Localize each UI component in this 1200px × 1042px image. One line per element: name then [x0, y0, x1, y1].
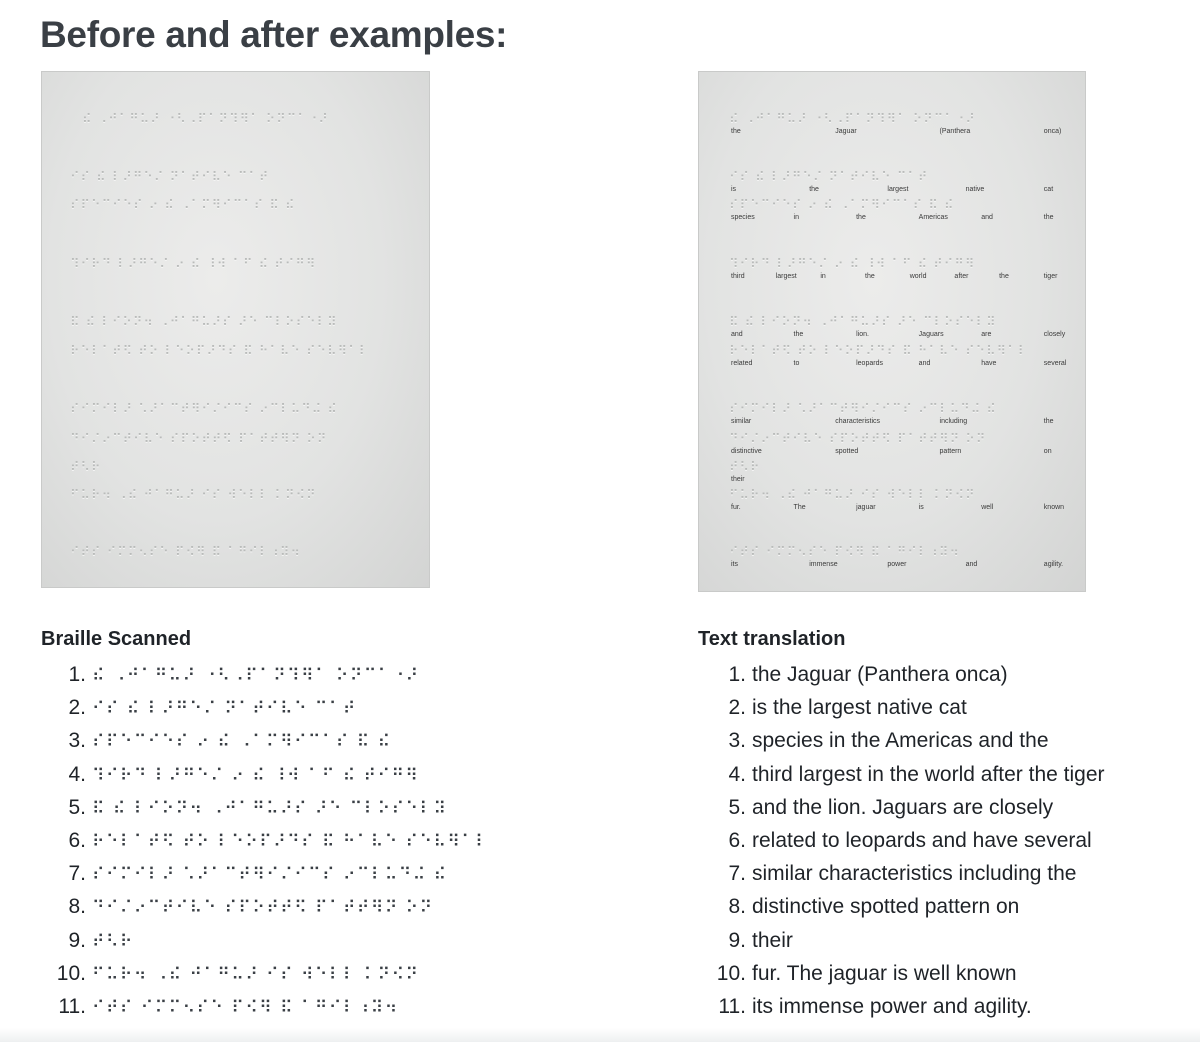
- list-text: fur. The jaguar is well known: [752, 961, 1017, 985]
- word-label: (Panthera: [939, 128, 971, 135]
- word-label: tiger: [1043, 273, 1058, 280]
- word-label: Americas: [918, 214, 948, 221]
- braille-list-item: [68, 658, 489, 691]
- word-label: the: [731, 128, 741, 135]
- list-number: 7.: [68, 862, 86, 886]
- list-text: distinctive spotted pattern on: [752, 895, 1020, 919]
- list-text: ⠮ ⠠⠚⠁⠛⠥⠜ ⠐⠣⠠⠏⠁⠝⠹⠻⠁ ⠕⠝⠉⠁⠐⠜: [92, 666, 420, 686]
- list-text: third largest in the world after the tiger: [752, 762, 1105, 786]
- braille-list-item: [68, 724, 489, 757]
- translation-list-item: [728, 924, 1105, 957]
- word-label: largest: [775, 273, 797, 280]
- braille-list-item: [68, 758, 489, 791]
- list-number: 6.: [728, 828, 746, 852]
- list-text: species in the Americas and the: [752, 729, 1049, 753]
- braille-list-item: [58, 990, 489, 1023]
- annotated-braille-line: ⠯ ⠮ ⠇⠊⠕⠝⠲ ⠠⠚⠁⠛⠥⠜⠎ ⠜⠑ ⠉⠇⠕⠎⠑⠇⠽: [729, 315, 997, 330]
- list-number: 3.: [728, 729, 746, 753]
- list-text: ⠋⠥⠗⠲ ⠠⠮ ⠚⠁⠛⠥⠜ ⠊⠎ ⠺⠑⠇⠇ ⠅⠝⠪⠝: [92, 964, 420, 985]
- list-text: related to leopards and have several: [752, 828, 1092, 852]
- braille-list-item: [68, 691, 489, 724]
- list-number: 6.: [68, 828, 86, 852]
- word-label: known: [1043, 504, 1065, 511]
- word-label: fur.: [731, 504, 741, 511]
- word-label: is: [731, 186, 737, 193]
- word-label: the: [809, 186, 819, 193]
- word-label: characteristics: [835, 418, 880, 425]
- word-label: including: [939, 418, 968, 425]
- word-label: largest: [887, 186, 909, 193]
- list-number: 5.: [68, 795, 86, 819]
- list-number: 2.: [728, 696, 746, 720]
- photo-braille-line: ⠋⠥⠗⠲ ⠠⠮ ⠚⠁⠛⠥⠜ ⠊⠎ ⠺⠑⠇⠇ ⠅⠝⠪⠝: [70, 488, 317, 503]
- photo-braille-line: ⠹⠊⠗⠙ ⠇⠜⠛⠑⠌ ⠔ ⠮ ⠸⠺ ⠁⠋ ⠮ ⠞⠊⠛⠻: [70, 257, 317, 272]
- word-label: spotted: [835, 448, 859, 455]
- word-label: have: [981, 360, 997, 367]
- word-label: closely: [1043, 331, 1066, 338]
- photo-braille-line: ⠊⠞⠎ ⠊⠍⠍⠢⠎⠑ ⠏⠪⠻ ⠯ ⠁⠛⠊⠇⠰⠽⠲: [70, 545, 301, 560]
- braille-list-item: [68, 924, 489, 957]
- list-number: 8.: [728, 895, 746, 919]
- list-number: 4.: [68, 762, 86, 786]
- annotated-braille-line: ⠋⠥⠗⠲ ⠠⠮ ⠚⠁⠛⠥⠜ ⠊⠎ ⠺⠑⠇⠇ ⠅⠝⠪⠝: [729, 488, 976, 503]
- braille-list-item: [68, 857, 489, 890]
- word-label: several: [1043, 360, 1067, 367]
- word-label: their: [731, 476, 745, 483]
- translation-list-item: [728, 758, 1105, 791]
- list-number: 1.: [68, 663, 86, 686]
- annotated-braille-line: ⠞⠣⠗: [729, 460, 761, 475]
- list-text: ⠹⠊⠗⠙ ⠇⠜⠛⠑⠌ ⠔ ⠮ ⠸⠺ ⠁⠋ ⠮ ⠞⠊⠛⠻: [92, 765, 420, 786]
- translation-list-item: [728, 890, 1105, 923]
- translation-lines-list: [716, 658, 1105, 1023]
- list-number: 7.: [728, 862, 746, 886]
- list-number: 1.: [728, 663, 746, 686]
- text-translation-title: Text translation: [698, 628, 846, 650]
- translation-list-item: [728, 791, 1105, 824]
- word-label: in: [793, 214, 799, 221]
- list-text: similar characteristics including the: [752, 862, 1077, 886]
- word-label: onca): [1043, 128, 1062, 135]
- word-label: and: [731, 331, 743, 338]
- braille-scan-photo: [41, 71, 430, 588]
- list-text: their: [752, 928, 793, 952]
- list-text: is the largest native cat: [752, 696, 967, 720]
- word-label: world: [909, 273, 927, 280]
- list-number: 2.: [68, 696, 86, 720]
- word-label: jaguar: [856, 504, 876, 511]
- word-label: on: [1043, 448, 1052, 455]
- word-label: the: [856, 214, 866, 221]
- translation-list-item: [728, 691, 1105, 724]
- braille-list-item: [68, 824, 490, 857]
- translation-list-item: [716, 957, 1105, 990]
- list-number: 4.: [728, 762, 746, 786]
- list-number: 11.: [58, 994, 86, 1018]
- word-label: the: [1043, 214, 1054, 221]
- braille-list-item: [56, 957, 489, 990]
- word-label: Jaguar: [835, 128, 857, 135]
- list-text: ⠗⠑⠇⠁⠞⠫ ⠞⠕ ⠇⠑⠕⠏⠜⠙⠎ ⠯ ⠓⠁⠧⠑ ⠎⠑⠧⠻⠁⠇: [92, 831, 490, 852]
- photo-braille-line: ⠞⠣⠗: [70, 460, 102, 475]
- word-label: its: [731, 561, 738, 568]
- translation-list-item: [718, 990, 1105, 1023]
- list-number: 3.: [68, 729, 86, 753]
- list-text: its immense power and agility.: [752, 994, 1032, 1018]
- translation-list-item: [728, 658, 1105, 691]
- word-label: after: [954, 273, 969, 280]
- word-label: the: [793, 331, 804, 338]
- word-label: pattern: [939, 448, 962, 455]
- word-label: immense: [809, 561, 838, 568]
- word-label: The: [793, 504, 806, 511]
- annotated-braille-line: ⠎⠊⠍⠊⠇⠜ ⠡⠜⠁⠉⠞⠻⠊⠌⠊⠉⠎ ⠔⠉⠇⠥⠙⠬ ⠮: [729, 402, 997, 417]
- list-number: 11.: [718, 994, 746, 1018]
- bottom-shade: [0, 1028, 1200, 1042]
- word-label: are: [981, 331, 992, 338]
- word-label: related: [731, 360, 753, 367]
- braille-lines-list: [56, 658, 490, 1023]
- word-label: well: [981, 504, 994, 511]
- list-number: 10.: [56, 961, 86, 985]
- list-text: ⠊⠎ ⠮ ⠇⠜⠛⠑⠌ ⠝⠁⠞⠊⠧⠑ ⠉⠁⠞: [92, 699, 357, 720]
- annotated-braille-photo: [698, 71, 1086, 592]
- translation-list-item: [728, 824, 1105, 857]
- list-number: 9.: [68, 928, 86, 952]
- list-number: 10.: [716, 961, 746, 985]
- translation-list-item: [728, 724, 1105, 757]
- photo-braille-line: ⠊⠎ ⠮ ⠇⠜⠛⠑⠌ ⠝⠁⠞⠊⠧⠑ ⠉⠁⠞: [70, 170, 270, 185]
- braille-scanned-title: Braille Scanned: [41, 628, 192, 650]
- annotated-braille-line: ⠊⠞⠎ ⠊⠍⠍⠢⠎⠑ ⠏⠪⠻ ⠯ ⠁⠛⠊⠇⠰⠽⠲: [729, 545, 960, 560]
- word-label: in: [820, 273, 826, 280]
- word-label: lion.: [856, 331, 869, 338]
- list-number: 9.: [728, 928, 746, 952]
- word-label: the: [865, 273, 875, 280]
- word-label: is: [918, 504, 924, 511]
- translation-list-item: [728, 857, 1105, 890]
- word-label: and: [918, 360, 931, 367]
- annotated-braille-line: ⠙⠊⠌⠔⠉⠞⠊⠧⠑ ⠎⠏⠕⠞⠞⠫ ⠏⠁⠞⠞⠻⠝ ⠕⠝: [729, 432, 987, 447]
- page-heading: Before and after examples:: [40, 14, 508, 55]
- word-label: and: [981, 214, 993, 221]
- photo-braille-line: ⠎⠏⠑⠉⠊⠑⠎ ⠔ ⠮ ⠠⠁⠍⠻⠊⠉⠁⠎ ⠯ ⠮: [70, 198, 296, 213]
- word-label: third: [731, 273, 745, 280]
- word-label: similar: [731, 418, 752, 425]
- list-text: ⠊⠞⠎ ⠊⠍⠍⠢⠎⠑ ⠏⠪⠻ ⠯ ⠁⠛⠊⠇⠰⠽⠲: [92, 997, 399, 1018]
- word-label: the: [999, 273, 1009, 280]
- word-label: leopards: [856, 360, 883, 367]
- annotated-braille-line: ⠊⠎ ⠮ ⠇⠜⠛⠑⠌ ⠝⠁⠞⠊⠧⠑ ⠉⠁⠞: [729, 170, 929, 185]
- braille-list-item: [68, 791, 489, 824]
- braille-list-item: [68, 890, 489, 923]
- word-label: power: [887, 561, 907, 568]
- photo-braille-line: ⠯ ⠮ ⠇⠊⠕⠝⠲ ⠠⠚⠁⠛⠥⠜⠎ ⠜⠑ ⠉⠇⠕⠎⠑⠇⠽: [70, 315, 338, 330]
- list-number: 8.: [68, 895, 86, 919]
- list-text: ⠯ ⠮ ⠇⠊⠕⠝⠲ ⠠⠚⠁⠛⠥⠜⠎ ⠜⠑ ⠉⠇⠕⠎⠑⠇⠽: [92, 798, 448, 819]
- list-text: the Jaguar (Panthera onca): [752, 663, 1008, 686]
- list-text: and the lion. Jaguars are closely: [752, 795, 1054, 819]
- word-label: the: [1043, 418, 1054, 425]
- word-label: native: [965, 186, 985, 193]
- annotated-braille-line: ⠹⠊⠗⠙ ⠇⠜⠛⠑⠌ ⠔ ⠮ ⠸⠺ ⠁⠋ ⠮ ⠞⠊⠛⠻: [729, 257, 976, 272]
- photo-braille-line: ⠗⠑⠇⠁⠞⠫ ⠞⠕ ⠇⠑⠕⠏⠜⠙⠎ ⠯ ⠓⠁⠧⠑ ⠎⠑⠧⠻⠁⠇: [70, 344, 370, 359]
- annotated-braille-line: ⠮ ⠠⠚⠁⠛⠥⠜ ⠐⠣⠠⠏⠁⠝⠹⠻⠁ ⠕⠝⠉⠁⠐⠜: [729, 112, 976, 127]
- word-label: to: [793, 360, 800, 367]
- word-label: distinctive: [731, 448, 762, 455]
- word-label: cat: [1043, 186, 1054, 193]
- list-text: ⠎⠊⠍⠊⠇⠜ ⠡⠜⠁⠉⠞⠻⠊⠌⠊⠉⠎ ⠔⠉⠇⠥⠙⠬ ⠮: [92, 865, 448, 886]
- word-label: and: [965, 561, 978, 568]
- photo-braille-line: ⠙⠊⠌⠔⠉⠞⠊⠧⠑ ⠎⠏⠕⠞⠞⠫ ⠏⠁⠞⠞⠻⠝ ⠕⠝: [70, 432, 328, 447]
- photo-braille-line: ⠎⠊⠍⠊⠇⠜ ⠡⠜⠁⠉⠞⠻⠊⠌⠊⠉⠎ ⠔⠉⠇⠥⠙⠬ ⠮: [70, 402, 338, 417]
- list-text: ⠎⠏⠑⠉⠊⠑⠎ ⠔ ⠮ ⠠⠁⠍⠻⠊⠉⠁⠎ ⠯ ⠮: [92, 732, 392, 753]
- list-number: 5.: [728, 795, 746, 819]
- annotated-braille-line: ⠗⠑⠇⠁⠞⠫ ⠞⠕ ⠇⠑⠕⠏⠜⠙⠎ ⠯ ⠓⠁⠧⠑ ⠎⠑⠧⠻⠁⠇: [729, 344, 1029, 359]
- annotated-braille-line: ⠎⠏⠑⠉⠊⠑⠎ ⠔ ⠮ ⠠⠁⠍⠻⠊⠉⠁⠎ ⠯ ⠮: [729, 198, 955, 213]
- word-label: agility.: [1043, 561, 1064, 568]
- list-text: ⠙⠊⠌⠔⠉⠞⠊⠧⠑ ⠎⠏⠕⠞⠞⠫ ⠏⠁⠞⠞⠻⠝ ⠕⠝: [92, 898, 434, 919]
- word-label: species: [731, 214, 755, 221]
- photo-braille-line: ⠮ ⠠⠚⠁⠛⠥⠜ ⠐⠣⠠⠏⠁⠝⠹⠻⠁ ⠕⠝⠉⠁⠐⠜: [82, 112, 329, 127]
- word-label: Jaguars: [918, 331, 944, 338]
- list-text: ⠞⠣⠗: [92, 931, 134, 952]
